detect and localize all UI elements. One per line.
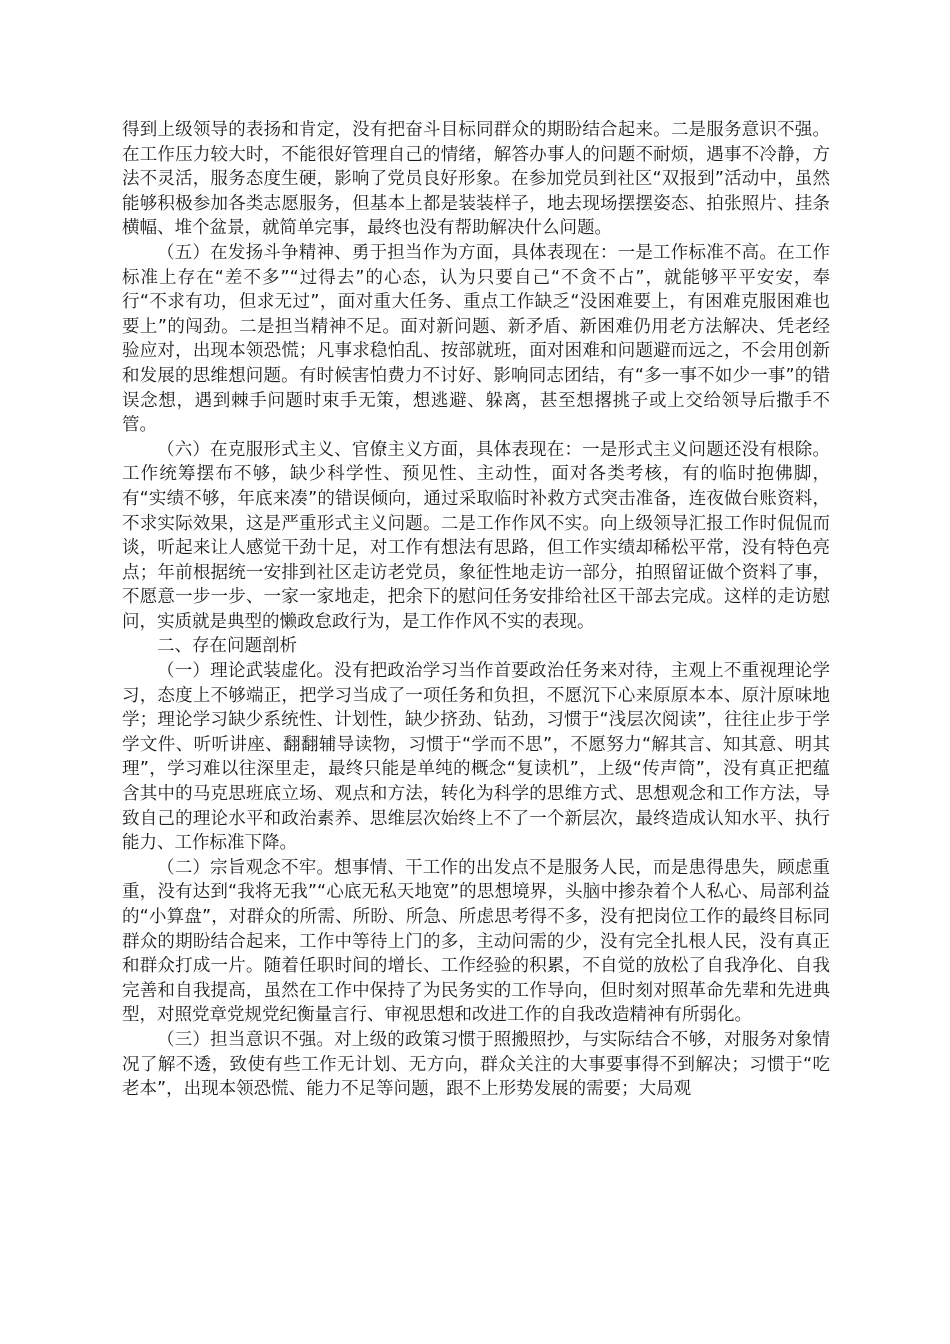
section-heading: 二、存在问题剖析 bbox=[157, 636, 297, 657]
paragraph-analysis-3: （三）担当意识不强。对上级的政策习惯于照搬照抄，与实际结合不够，对服务对象情况了解不透，致使有些工作无计划、无方向，群众关注的大事要事得不到解决；习惯于“吃老本”，出现本领恐慌、能力不足等问题，跟不上形势发展的需要；大局观 bbox=[122, 1029, 830, 1100]
paragraph-section-6: （六）在克服形式主义、官僚主义方面，具体表现在：一是形式主义问题还没有根除。工作统筹摆布不够，缺少科学性、预见性、主动性，面对各类考核，有的临时抱佛脚，有“实绩不够，年底来凑”的错误倾向，通过采取临时补救方式突击准备，连夜做台账资料，不求实际效果，这是严重形式主义问题。二是工作作风不实。向上级领导汇报工作时侃侃而谈，听起来让人感觉干劲十足，对工作有想法有思路，但工作实绩却稀松平常，没有特色亮点；年前根据统一安排到社区走访老党员，象征性地走访一部分，拍照留证做个资料了事，不愿意一步一步、一家一家地走，把余下的慰问任务安排给社区干部去完成。这样的走访慰问，实质就是典型的懒政怠政行为，是工作作风不实的表现。 bbox=[122, 439, 830, 632]
paragraph-analysis-1: （一）理论武装虚化。没有把政治学习当作首要政治任务来对待，主观上不重视理论学习，态度上不够端正，把学习当成了一项任务和负担，不愿沉下心来原原本本、原汁原味地学；理论学习缺少系统性、计划性，缺少挤劲、钻劲，习惯于“浅层次阅读”，往往止步于学学文件、听听讲座、翻翻辅导读物，习惯于“学而不思”，不愿努力“解其言、知其意、明其理”，学习难以往深里走，最终只能是单纯的概念“复读机”，上级“传声筒”，没有真正把蕴含其中的马克思班底立场、观点和方法，转化为科学的思维方式、思想观念和工作方法，导致自己的理论水平和政治素养、思维层次始终上不了一个新层次，最终造成认知水平、执行能力、工作标准下降。 bbox=[122, 661, 830, 854]
paragraph-analysis-2: （二）宗旨观念不牢。想事情、干工作的出发点不是服务人民，而是患得患失，顾虑重重，没有达到“我将无我”“心底无私天地宽”的思想境界，头脑中掺杂着个人私心、局部利益的“小算盘”，对群众的所需、所盼、所急、所虑思考得不多，没有把岗位工作的最终目标同群众的期盼结合起来，工作中等待上门的多，主动问需的少，没有完全扎根人民，没有真正和群众打成一片。随着任职时间的增长、工作经验的积累，不自觉的放松了自我净化、自我完善和自我提高，虽然在工作中保持了为民务实的工作导向，但时刻对照革命先辈和先进典型，对照党章党规党纪衡量言行、审视思想和改进工作的自我改造精神有所弱化。 bbox=[122, 857, 830, 1026]
paragraph-section-5: （五）在发扬斗争精神、勇于担当作为方面，具体表现在：一是工作标准不高。在工作标准上存在“差不多”“过得去”的心态，认为只要自己“不贪不占”，就能够平平安安，奉行“不求有功，但求无过”，面对重大任务、重点工作缺乏“没困难要上，有困难克服困难也要上”的闯劲。二是担当精神不足。面对新问题、新矛盾、新困难仍用老方法解决、凭老经验应对，出现本领恐慌；凡事求稳怕乱、按部就班，面对困难和问题避而远之，不会用创新和发展的思维想问题。有时候害怕费力不讨好、影响同志团结，有“多一事不如少一事”的错误念想，遇到棘手问题时束手无策，想逃避、躲离，甚至想撂挑子或上交给领导后撒手不管。 bbox=[122, 242, 830, 436]
paragraph-continuation: 得到上级领导的表扬和肯定，没有把奋斗目标同群众的期盼结合起来。二是服务意识不强。在工作压力较大时，不能很好管理自己的情绪，解答办事人的问题不耐烦，遇事不冷静，方法不灵活，服务态度生硬，影响了党员良好形象。在参加党员到社区“双报到”活动中，虽然能够积极参加各类志愿服务，但基本上都是装装样子，地去现场摆摆姿态、拍张照片、挂条横幅、堆个盆景，就简单完事，最终也没有帮助解决什么问题。 bbox=[122, 120, 830, 239]
document-page bbox=[122, 118, 830, 1102]
